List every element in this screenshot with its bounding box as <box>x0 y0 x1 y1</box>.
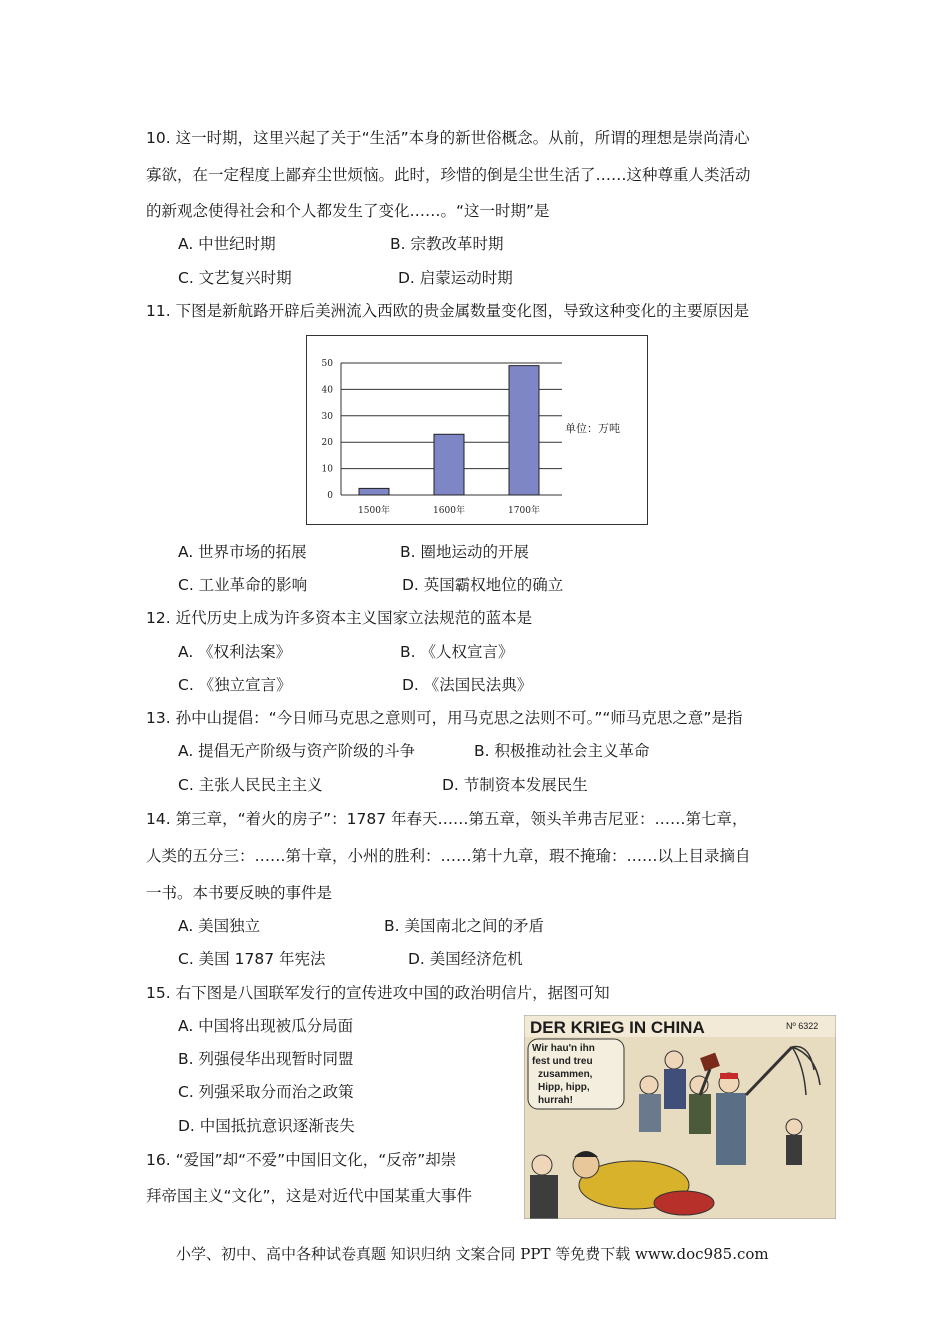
q11-option-d: D. 英国霸权地位的确立 <box>402 576 564 594</box>
q10-stem-line1: 10. 这一时期，这里兴起了关于“生活”本身的新世俗概念。从前，所谓的理想是崇尚清心 <box>146 129 750 147</box>
q11-option-a: A. 世界市场的拓展 <box>178 543 307 561</box>
q13-stem-line1: 13. 孙中山提倡：“今日师马克思之意则可，用马克思之法则不可。”“师马克思之意”是指 <box>146 709 743 727</box>
postcard-bubble-line5: hurrah! <box>538 1095 573 1106</box>
postcard-bubble-line2: fest und treu <box>532 1056 593 1067</box>
postcard-bubble-line4: Hipp, hipp, <box>538 1082 590 1093</box>
q13-option-a: A. 提倡无产阶级与资产阶级的斗争 <box>178 742 416 760</box>
q14-option-c: C. 美国 1787 年宪法 <box>178 950 326 968</box>
page-footer: 小学、初中、高中各种试卷真题 知识归纳 文案合同 PPT 等免费下载 www.doc985.com <box>176 1245 769 1263</box>
postcard-number: Nº 6322 <box>786 1021 819 1031</box>
q10-option-d: D. 启蒙运动时期 <box>398 269 513 287</box>
q15-option-c: C. 列强采取分而治之政策 <box>178 1083 354 1101</box>
chart-x-tick-label: 1500年 <box>358 506 390 516</box>
q10-option-b: B. 宗教改革时期 <box>390 235 504 253</box>
q15-option-d: D. 中国抵抗意识逐渐丧失 <box>178 1117 355 1135</box>
q14-stem-line2: 人类的五分三：……第十章，小州的胜利：……第十九章，瑕不掩瑜：……以上目录摘自 <box>146 847 751 865</box>
q11-option-b: B. 圈地运动的开展 <box>400 543 529 561</box>
q15-option-b: B. 列强侵华出现暂时同盟 <box>178 1050 354 1068</box>
chart-y-tick-label: 20 <box>321 438 333 449</box>
q14-option-d: D. 美国经济危机 <box>408 950 523 968</box>
q12-option-a: A. 《权利法案》 <box>178 643 292 661</box>
chart-unit-label: 单位：万吨 <box>565 422 620 435</box>
q12-option-b: B. 《人权宣言》 <box>400 643 514 661</box>
chart-bar-1700年 <box>509 366 539 495</box>
chart-bar-1500年 <box>359 488 389 495</box>
chart-x-tick-label: 1700年 <box>508 506 540 516</box>
q10-option-a: A. 中世纪时期 <box>178 235 276 253</box>
postcard-bubble-line1: Wir hau'n ihn <box>532 1043 595 1054</box>
q14-option-b: B. 美国南北之间的矛盾 <box>384 917 544 935</box>
q16-stem-line1: 16. “爱国”却“不爱”中国旧文化，“反帝”却崇 <box>146 1151 457 1169</box>
q14-option-a: A. 美国独立 <box>178 917 261 935</box>
q10-stem-line3: 的新观念使得社会和个人都发生了变化……。“这一时期”是 <box>146 202 550 220</box>
chart-y-tick-label: 40 <box>321 385 333 396</box>
q12-stem-line1: 12. 近代历史上成为许多资本主义国家立法规范的蓝本是 <box>146 609 533 627</box>
postcard-bubble-line3: zusammen, <box>538 1069 593 1080</box>
q15-stem-line1: 15. 右下图是八国联军发行的宣传进攻中国的政治明信片，据图可知 <box>146 984 610 1002</box>
q15-option-a: A. 中国将出现被瓜分局面 <box>178 1017 354 1035</box>
chart-y-tick-label: 50 <box>321 359 333 369</box>
q13-option-d: D. 节制资本发展民生 <box>442 776 588 794</box>
chart-bar-1600年 <box>434 434 464 495</box>
chart-x-tick-label: 1600年 <box>433 506 465 516</box>
postcard-title: DER KRIEG IN CHINA <box>530 1018 705 1037</box>
q13-option-c: C. 主张人民民主主义 <box>178 776 323 794</box>
chart-y-tick-label: 10 <box>321 464 333 475</box>
q10-option-c: C. 文艺复兴时期 <box>178 269 292 287</box>
q12-option-d: D. 《法国民法典》 <box>402 676 533 694</box>
precious-metal-bar-chart <box>306 335 648 525</box>
chart-y-tick-label: 0 <box>327 491 333 501</box>
political-postcard-image <box>524 1015 836 1219</box>
q11-option-c: C. 工业革命的影响 <box>178 576 308 594</box>
q10-stem-line2: 寡欲，在一定程度上鄙弃尘世烦恼。此时，珍惜的倒是尘世生活了……这种尊重人类活动 <box>146 166 751 184</box>
q14-stem-line3: 一书。本书要反映的事件是 <box>146 884 333 902</box>
q11-stem-line1: 11. 下图是新航路开辟后美洲流入西欧的贵金属数量变化图，导致这种变化的主要原因是 <box>146 302 750 320</box>
q13-option-b: B. 积极推动社会主义革命 <box>474 742 650 760</box>
chart-y-tick-label: 30 <box>321 411 333 422</box>
q16-stem-line2: 拜帝国主义“文化”，这是对近代中国某重大事件 <box>146 1187 473 1205</box>
chart-svg <box>307 336 647 524</box>
q12-option-c: C. 《独立宣言》 <box>178 676 292 694</box>
q14-stem-line1: 14. 第三章，“着火的房子”：1787 年春天……第五章，领头羊弗吉尼亚：……第七章， <box>146 810 748 828</box>
